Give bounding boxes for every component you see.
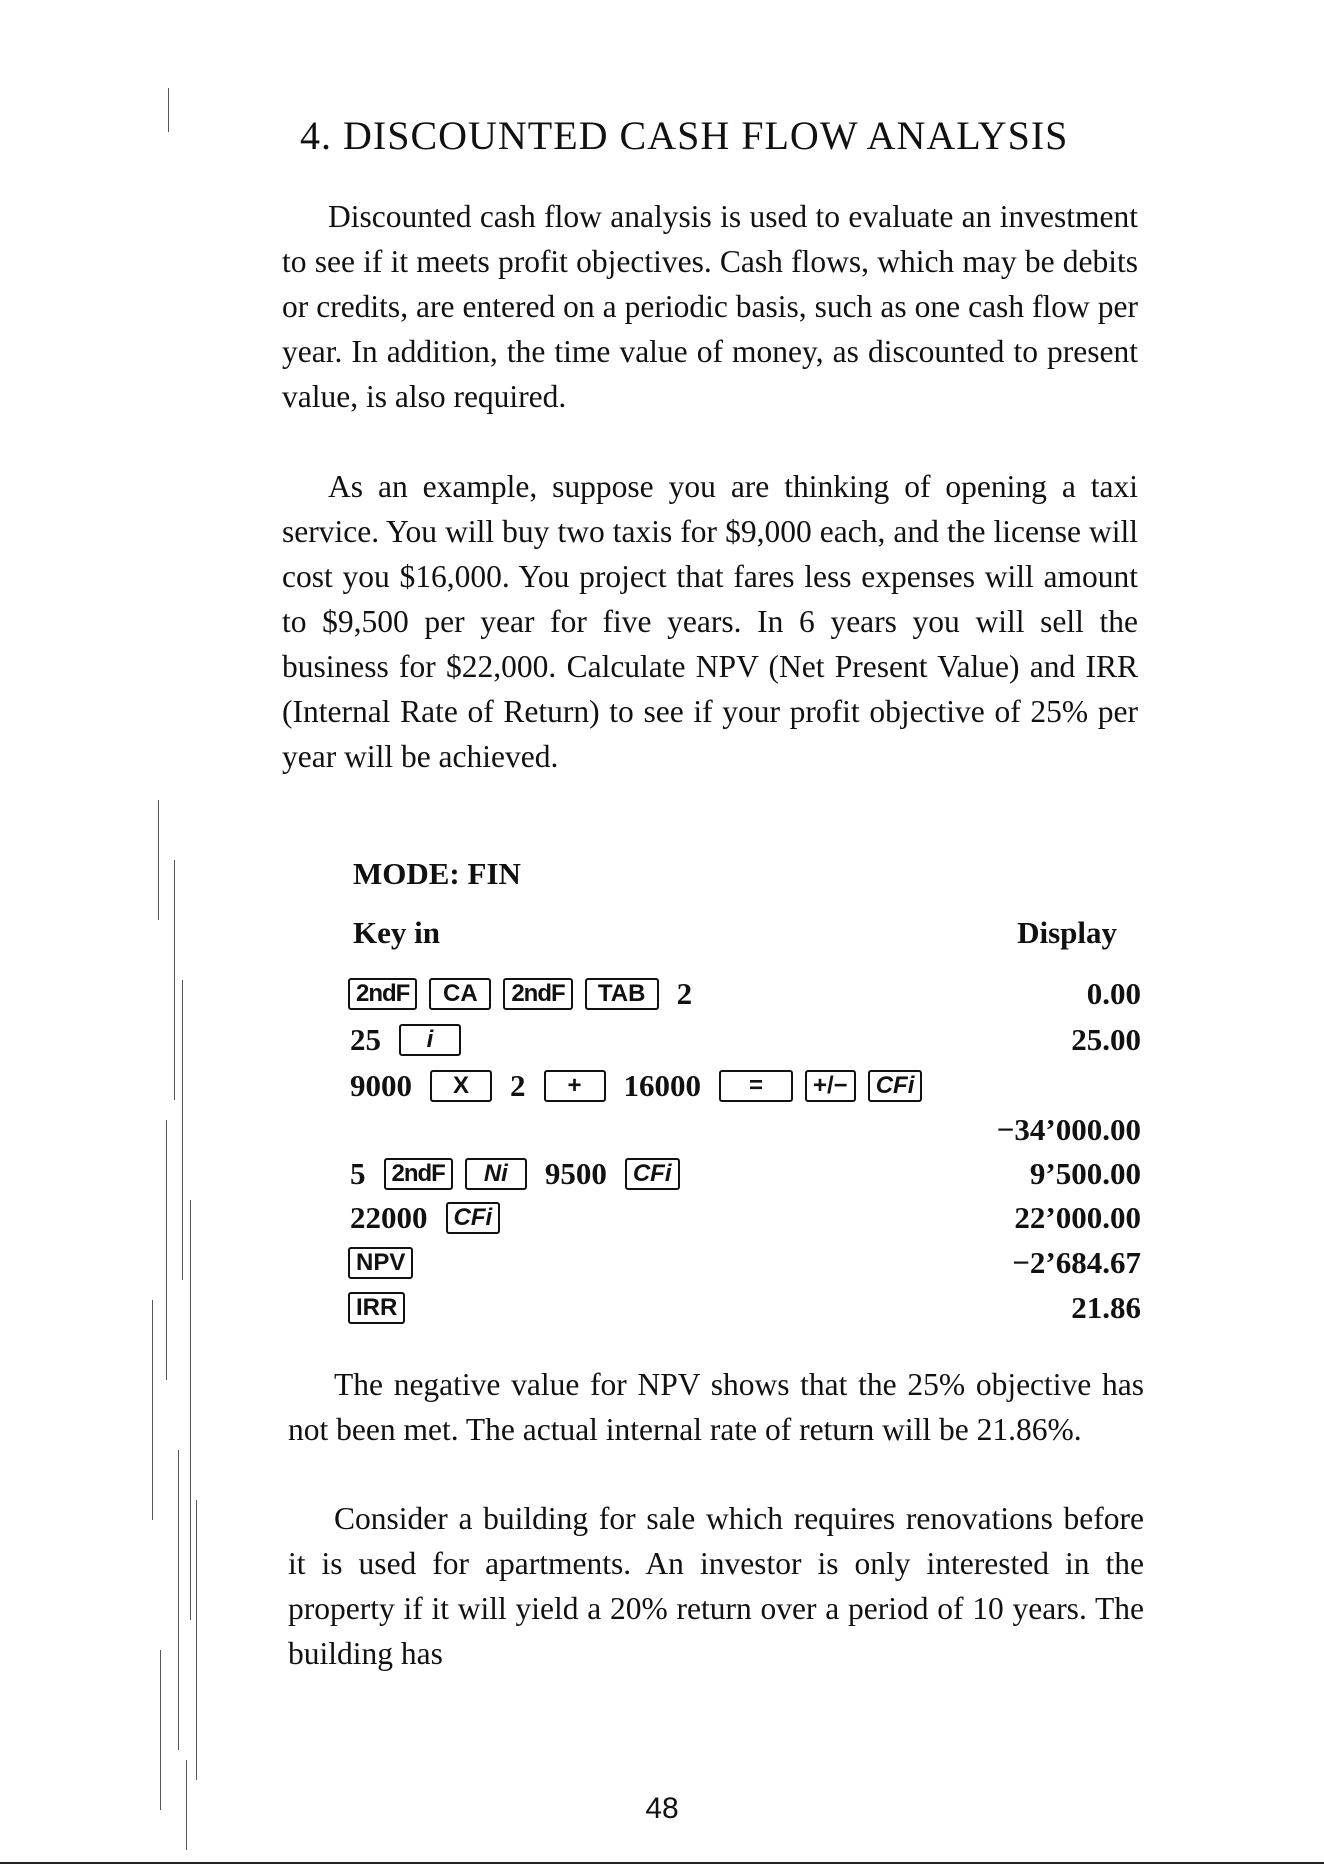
keystroke-row: [348, 1154, 680, 1194]
entry-number: 9500: [544, 1156, 607, 1191]
entry-number: 2: [510, 1068, 526, 1103]
keystroke-row: [348, 1243, 413, 1283]
display-value: 0.00: [1086, 976, 1141, 1011]
key-2ndf: 2ndF: [503, 978, 572, 1010]
paragraph-building: Consider a building for sale which requires renovations before it is used for apartments. An investor is only interested in the property if it will yield a 20% return over a period of 10 years. The building has: [288, 1501, 1144, 1671]
key-cfi: CFi: [625, 1158, 680, 1190]
key-equals: =: [719, 1070, 793, 1102]
keystroke-row: [348, 1020, 461, 1060]
key-2ndf: 2ndF: [384, 1158, 453, 1190]
mode-label: MODE: FIN: [353, 856, 521, 891]
key-ca: CA: [429, 978, 491, 1010]
entry-number: 5: [350, 1156, 366, 1191]
key-change-sign: +/−: [805, 1070, 856, 1102]
bottom-divider: [0, 1862, 1324, 1864]
page-number: 48: [645, 1792, 679, 1825]
keyin-column-header: Key in: [353, 915, 440, 950]
keystroke-row: [348, 1288, 405, 1328]
display-column-header: Display: [1017, 915, 1117, 950]
keystroke-row: [348, 1198, 500, 1238]
scan-edge-artifacts: [130, 0, 220, 1872]
key-npv: NPV: [348, 1247, 413, 1279]
page-heading: 4. DISCOUNTED CASH FLOW ANALYSIS: [300, 113, 1069, 158]
key-tab: TAB: [585, 978, 659, 1010]
key-i: i: [399, 1024, 461, 1056]
key-irr: IRR: [348, 1292, 405, 1324]
entry-number: 22000: [350, 1200, 428, 1235]
key-ni: Ni: [465, 1158, 527, 1190]
key-cfi: CFi: [868, 1070, 923, 1102]
paragraph-example: As an example, suppose you are thinking of opening a taxi service. You will buy two taxis for $9,000 each, and the license will cost you $16,000. You project that fares less expenses will amount to $9,500 per year for five years. In 6 years you will sell the business for $22,000. Calculate NPV (Net Present Value) and IRR (Internal Rate of Return) to see if your profit objective of 25% per year will be achieved.: [282, 469, 1138, 774]
keystroke-row: [348, 974, 698, 1014]
keystroke-row: [348, 1066, 922, 1106]
paragraph-intro: Discounted cash flow analysis is used to evaluate an investment to see if it meets profit objectives. Cash flows, which may be debits or credits, are entered on a periodic basis, such as one cash flow per year. In addition, the time value of money, as discounted to present value, is also required.: [282, 199, 1138, 414]
display-value: 21.86: [1071, 1290, 1141, 1325]
entry-number: 9000: [350, 1068, 412, 1103]
paragraph-result: The negative value for NPV shows that the 25% objective has not been met. The actual internal rate of return will be 21.86%.: [288, 1367, 1144, 1447]
key-plus: +: [544, 1070, 606, 1102]
key-cfi: CFi: [446, 1202, 501, 1234]
entry-number: 16000: [623, 1068, 701, 1103]
display-value: −34’000.00: [996, 1112, 1141, 1147]
entry-number: 25: [350, 1022, 381, 1057]
entry-number: 2: [676, 976, 693, 1011]
key-2ndf: 2ndF: [348, 978, 417, 1010]
display-value: 22’000.00: [1014, 1200, 1141, 1235]
display-value: −2’684.67: [1012, 1245, 1141, 1280]
display-value: 25.00: [1071, 1022, 1141, 1057]
key-multiply: X: [430, 1070, 492, 1102]
display-value: 9’500.00: [1029, 1156, 1141, 1191]
